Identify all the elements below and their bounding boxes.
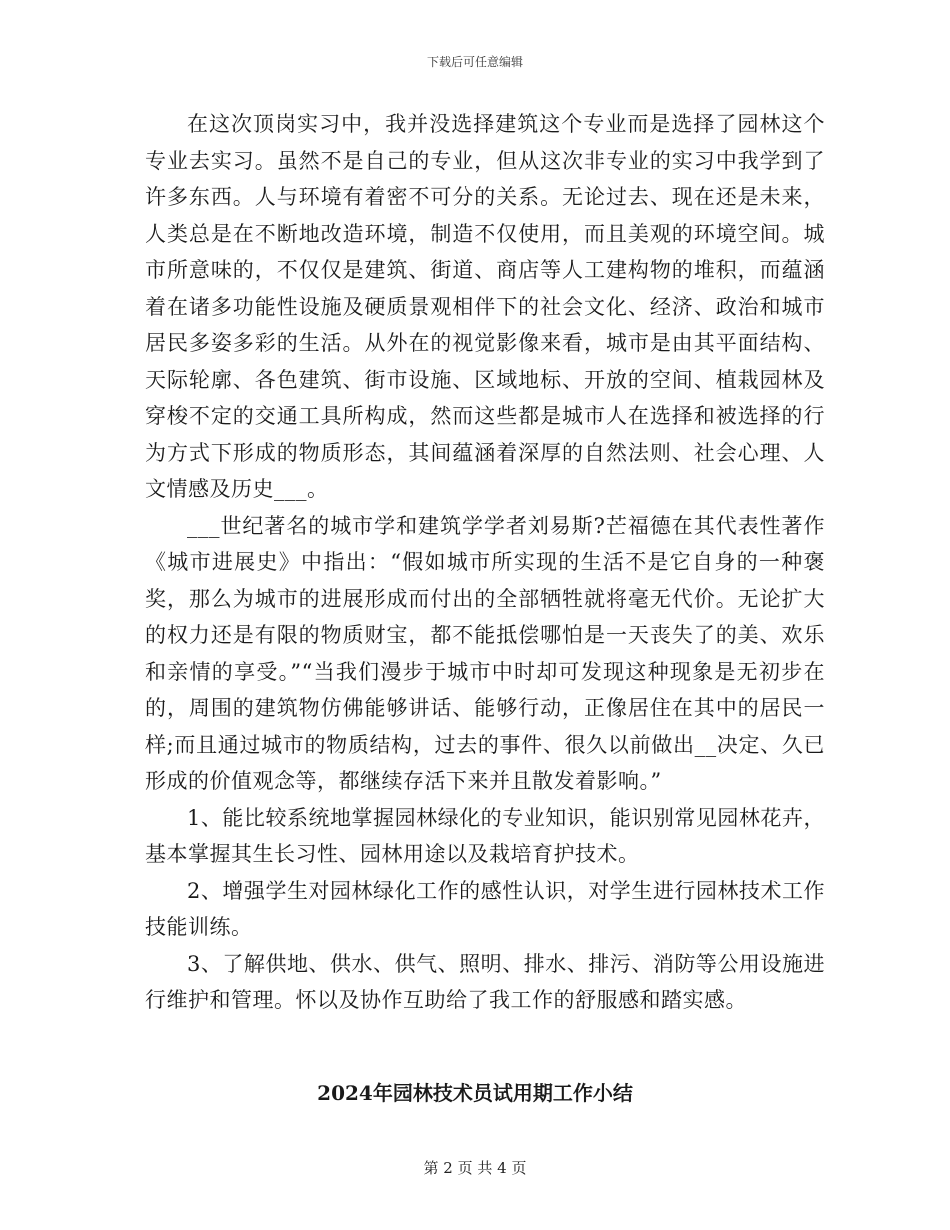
section-title: 2024年园林技术员试用期工作小结 xyxy=(317,1081,633,1105)
list-item-2: 2、增强学生对园林绿化工作的感性认识，对学生进行园林技术工作技能训练。 xyxy=(145,878,825,939)
document-body xyxy=(145,106,825,1019)
list-item-1: 1、能比较系统地掌握园林绿化的专业知识，能识别常见园林花卉，基本掌握其生长习性、园林用途以及栽培育护技术。 xyxy=(145,805,825,866)
page-number-footer: 第 2 页 共 4 页 xyxy=(423,1159,527,1177)
list-item-3: 3、了解供地、供水、供气、照明、排水、排污、消防等公用设施进行维护和管理。怀以及协作互助给了我工作的舒服感和踏实感。 xyxy=(145,951,825,1012)
page-header-note: 下载后可任意编辑 xyxy=(426,55,523,69)
paragraph-internship-intro: 在这次顶岗实习中，我并没选择建筑这个专业而是选择了园林这个专业去实习。虽然不是自己的专业，但从这次非专业的实习中我学到了许多东西。人与环境有着密不可分的关系。无论过去、现在还是未来，人类总是在不断地改造环境，制造不仅使用，而且美观的环境空间。城市所意味的，不仅仅是建筑、街道、商店等人工建构物的堆积，而蕴涵着在诸多功能性设施及硬质景观相伴下的社会文化、经济、政治和城市居民多姿多彩的生活。从外在的视觉影像来看，城市是由其平面结构、天际轮廓、各色建筑、街市设施、区域地标、开放的空间、植栽园林及穿梭不定的交通工具所构成，然而这些都是城市人在选择和被选择的行为方式下形成的物质形态，其间蕴涵着深厚的自然法则、社会心理、人文情感及历史___。 xyxy=(145,112,825,501)
paragraph-mumford-quote: ___世纪著名的城市学和建筑学学者刘易斯?芒福德在其代表性著作《城市进展史》中指出：“假如城市所实现的生活不是它自身的一种褒奖，那么为城市的进展形成而付出的全部牺牲就将毫无代价。无论扩大的权力还是有限的物质财宝，都不能抵偿哪怕是一天丧失了的美、欢乐和亲情的享受。”“当我们漫步于城市中时却可发现这种现象是无初步在的，周围的建筑物仿佛能够讲话、能够行动，正像居住在其中的居民一样;而且通过城市的物质结构，过去的事件、很久以前做出__决定、久已形成的价值观念等，都继续存活下来并且散发着影响。” xyxy=(145,513,825,793)
